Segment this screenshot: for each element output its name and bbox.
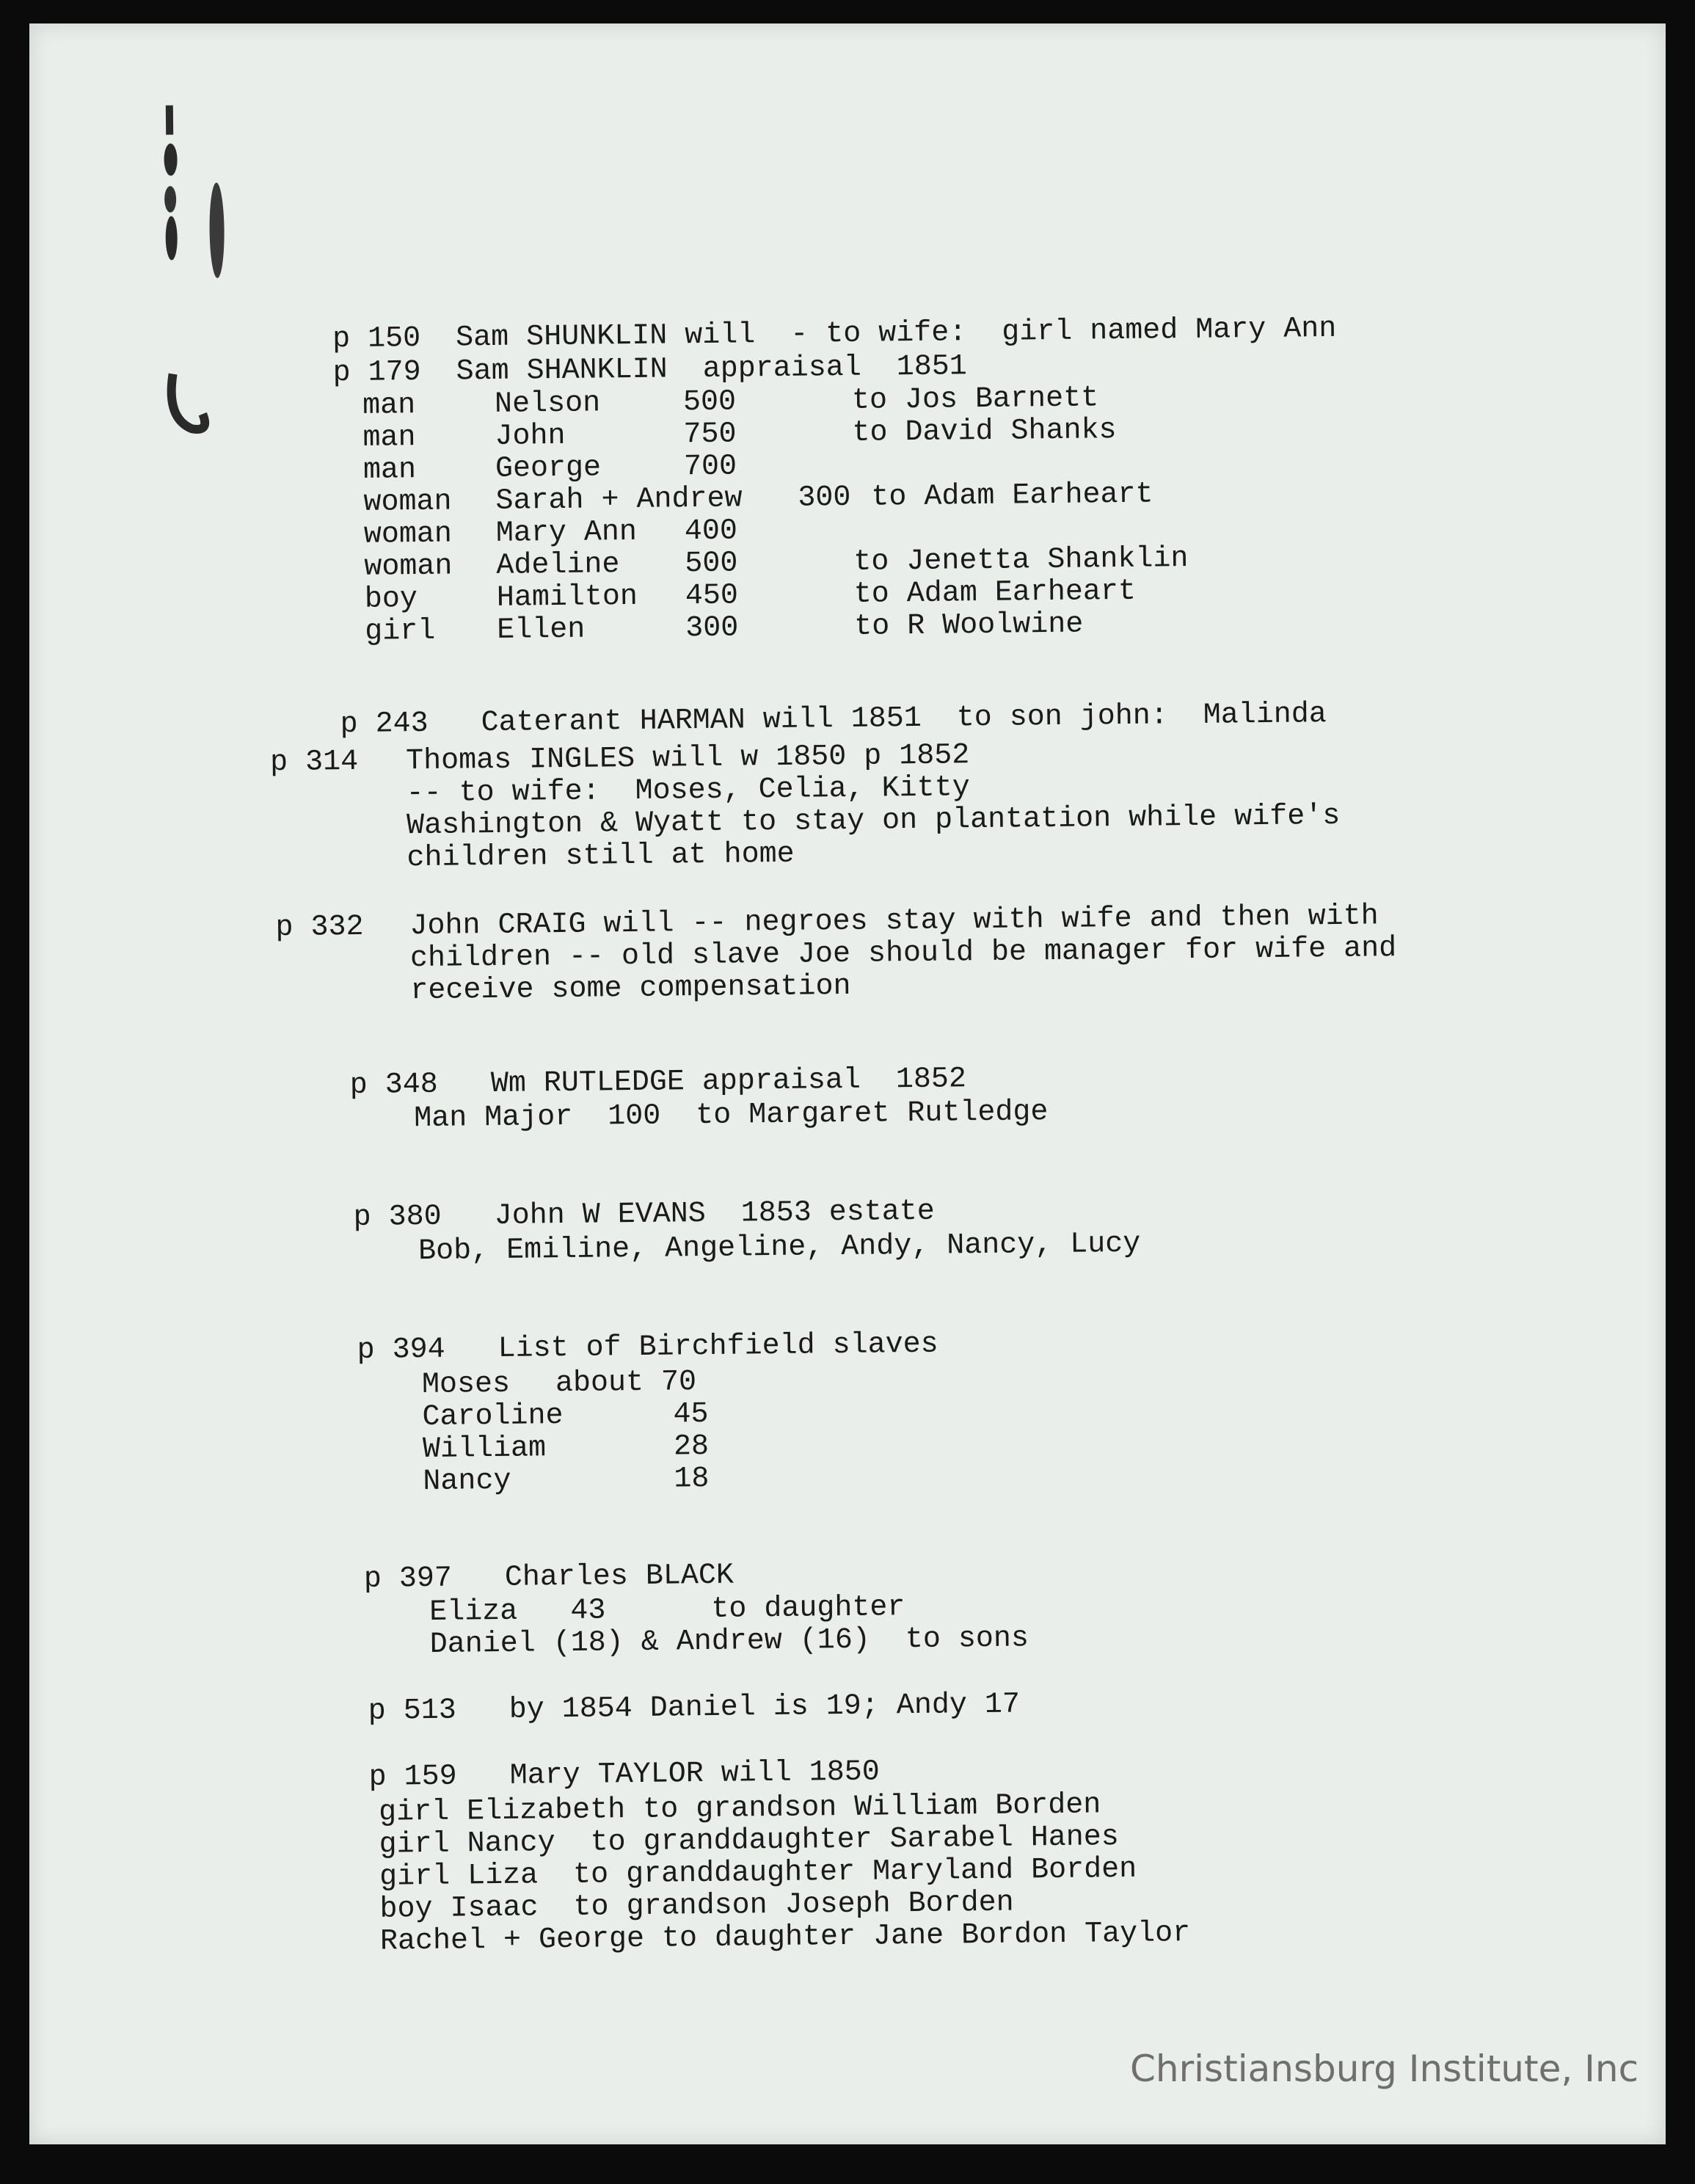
- page-number: p 314: [269, 745, 359, 780]
- entry-line: children still at home: [407, 837, 795, 876]
- binding-marks-icon: [156, 101, 247, 447]
- slave-recipient: to Adam Earheart: [871, 478, 1153, 514]
- entry-text: Charles BLACK: [504, 1559, 734, 1595]
- entry-text: Sam SHUNKLIN will - to wife: girl named Mary Ann: [455, 312, 1337, 355]
- slave-name: Moses: [421, 1367, 511, 1402]
- slave-name: Caroline: [422, 1399, 564, 1435]
- slave-recipient: to R Woolwine: [854, 608, 1084, 644]
- entry-line: Thomas INGLES will w 1850 p 1852: [405, 739, 970, 779]
- slave-value: 450: [685, 579, 739, 614]
- slave-type: woman: [364, 550, 453, 584]
- taylor-item: girl Liza to granddaughter Maryland Borden: [379, 1852, 1137, 1894]
- slave-value: 500: [682, 385, 737, 420]
- slave-name: Ellen: [497, 613, 586, 647]
- page-number: p 243: [340, 707, 429, 742]
- slave-name: Hamilton: [496, 580, 638, 615]
- page-number: p 159: [368, 1760, 457, 1794]
- slave-name: John: [495, 419, 566, 454]
- slave-type: man: [362, 454, 417, 487]
- black-item: Eliza 43 to daughter: [429, 1591, 905, 1629]
- slave-value: 500: [685, 547, 738, 581]
- entry-line: John CRAIG will -- negroes stay with wife and then with: [409, 900, 1379, 944]
- taylor-item: Rachel + George to daughter Jane Bordon Taylor: [379, 1917, 1191, 1959]
- slave-recipient: to Jenetta Shanklin: [853, 542, 1189, 579]
- page-number: p 348: [349, 1068, 439, 1103]
- entry-text: Mary TAYLOR will 1850: [509, 1755, 881, 1793]
- slave-name: Adeline: [496, 548, 620, 583]
- slave-age: about 70: [555, 1366, 697, 1401]
- entry-line: Washington & Wyatt to stay on plantation while wife's: [406, 799, 1341, 843]
- slave-type: woman: [363, 485, 452, 520]
- entry-line: receive some compensation: [410, 969, 851, 1008]
- slave-type: boy: [364, 583, 418, 616]
- slave-value: 700: [683, 450, 737, 484]
- rutledge-item: Man Major 100 to Margaret Rutledge: [414, 1096, 1049, 1136]
- slave-value: 300: [685, 611, 739, 646]
- slave-name: Sarah + Andrew: [495, 482, 743, 518]
- entry-text: by 1854 Daniel is 19; Andy 17: [508, 1688, 1021, 1727]
- slave-recipient: to Adam Earheart: [853, 575, 1137, 611]
- entry-text: John W EVANS 1853 estate: [494, 1195, 936, 1234]
- slave-name: Mary Ann: [495, 515, 638, 550]
- slave-name: Nelson: [494, 387, 601, 421]
- entry-text: Caterant HARMAN will 1851 to son john: Malinda: [481, 698, 1327, 740]
- slave-recipient: to David Shanks: [852, 414, 1117, 450]
- page-number: p 150: [332, 321, 421, 357]
- entry-text: Wm RUTLEDGE appraisal 1852: [490, 1063, 967, 1102]
- slave-name: George: [495, 451, 602, 486]
- page-number: p 397: [363, 1562, 453, 1596]
- slave-type: girl: [365, 614, 436, 649]
- page-number: p 513: [368, 1694, 457, 1728]
- taylor-item: girl Nancy to granddaughter Sarabel Hanes: [379, 1821, 1119, 1862]
- entry-text: List of Birchfield slaves: [497, 1328, 938, 1366]
- slave-age: 28: [673, 1430, 710, 1464]
- slave-type: woman: [363, 517, 453, 552]
- page-number: p 380: [353, 1200, 442, 1235]
- page-number: p 179: [332, 355, 421, 390]
- taylor-item: boy Isaac to grandson Joseph Borden: [379, 1886, 1014, 1926]
- slave-age: 18: [674, 1462, 710, 1496]
- page-number: p 332: [275, 910, 364, 945]
- slave-name: William: [422, 1432, 547, 1467]
- entry-text: Sam SHANKLIN appraisal 1851: [456, 350, 968, 389]
- watermark: Christiansburg Institute, Inc: [1130, 2048, 1639, 2090]
- slave-name: Nancy: [423, 1464, 511, 1499]
- entry-line: children -- old slave Joe should be manager for wife and: [409, 932, 1397, 976]
- taylor-item: girl Elizabeth to grandson William Borden: [378, 1788, 1101, 1830]
- slave-age: 45: [673, 1397, 709, 1432]
- page-number: p 394: [357, 1333, 445, 1367]
- evans-names: Bob, Emiline, Angeline, Andy, Nancy, Lucy: [418, 1227, 1141, 1269]
- black-item: Daniel (18) & Andrew (16) to sons: [429, 1622, 1029, 1661]
- entry-line: -- to wife: Moses, Celia, Kitty: [406, 771, 970, 811]
- slave-type: man: [362, 389, 416, 423]
- slave-type: man: [362, 421, 416, 455]
- slave-value: 300: [798, 481, 851, 515]
- slave-recipient: to Jos Barnett: [851, 382, 1099, 418]
- slave-value: 400: [684, 514, 738, 549]
- slave-value: 750: [683, 418, 737, 452]
